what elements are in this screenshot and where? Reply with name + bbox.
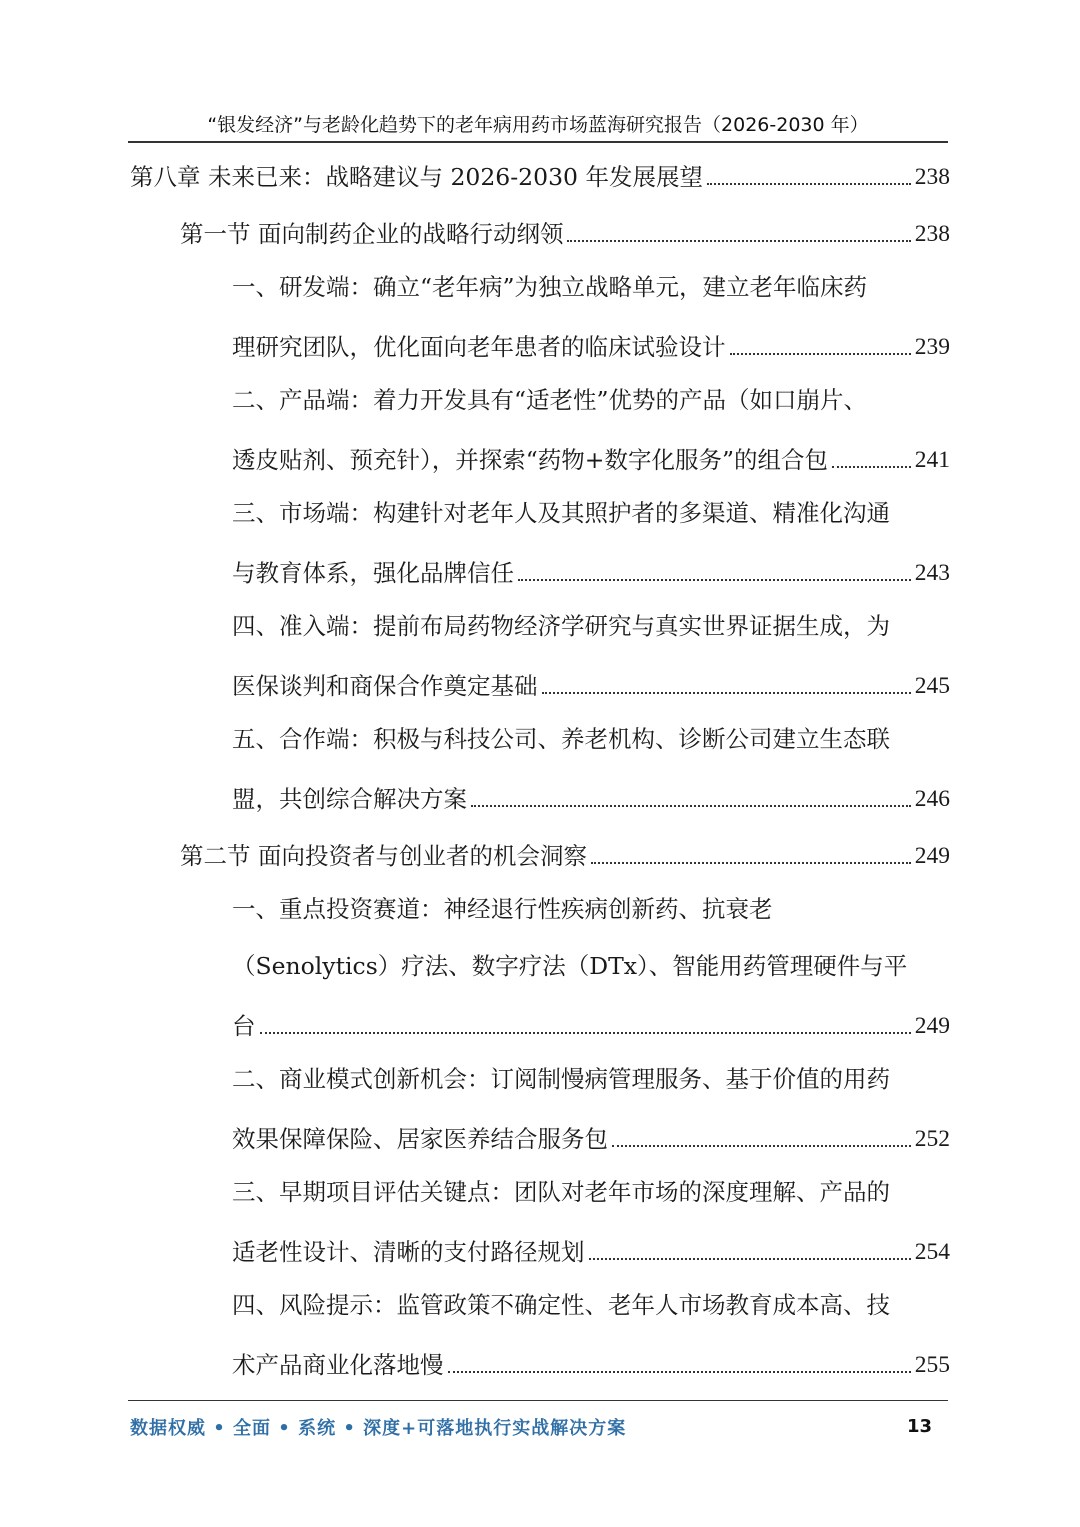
header-rule — [128, 141, 948, 143]
toc-item-line: 四、风险提示：监管政策不确定性、老年人市场教育成本高、技 — [232, 1291, 890, 1319]
leader-dots — [589, 1258, 911, 1260]
toc-item-line: 二、产品端：着力开发具有“适老性”优势的产品（如口崩片、 — [232, 386, 868, 414]
leader-dots — [542, 692, 911, 694]
toc-entry-text: 第二节 面向投资者与创业者的机会洞察 — [180, 842, 587, 870]
page-header-title: “银发经济”与老龄化趋势下的老年病用药市场蓝海研究报告（2026-2030 年） — [207, 114, 869, 136]
toc-page-number: 255 — [914, 1352, 950, 1378]
toc-item-s1-2[interactable] — [232, 435, 950, 475]
toc-page-number: 249 — [914, 1013, 950, 1039]
toc-page-number: 246 — [914, 786, 950, 812]
toc-entry-text: 术产品商业化落地慢 — [232, 1351, 444, 1379]
toc-item-s2-1[interactable] — [232, 1001, 950, 1041]
toc-section-1[interactable] — [180, 209, 950, 249]
toc-item-s2-2[interactable] — [232, 1114, 950, 1154]
leader-dots — [612, 1145, 911, 1147]
toc-item-s1-5[interactable] — [232, 774, 950, 814]
toc-item-line: （Senolytics）疗法、数字疗法（DTx）、智能用药管理硬件与平 — [232, 952, 908, 980]
toc-page-number: 241 — [914, 447, 950, 473]
toc-item-line: 三、早期项目评估关键点：团队对老年市场的深度理解、产品的 — [232, 1178, 890, 1206]
toc-page-number: 254 — [914, 1239, 950, 1265]
toc-entry-text: 盟，共创综合解决方案 — [232, 785, 467, 813]
toc-page-number: 239 — [914, 334, 950, 360]
toc-entry-text: 适老性设计、清晰的支付路径规划 — [232, 1238, 585, 1266]
toc-item-s1-3[interactable] — [232, 548, 950, 588]
footer-rule — [128, 1400, 948, 1401]
leader-dots — [518, 579, 911, 581]
toc-item-line: 二、商业模式创新机会：订阅制慢病管理服务、基于价值的用药 — [232, 1065, 890, 1093]
toc-page-number: 249 — [914, 843, 950, 869]
leader-dots — [448, 1371, 911, 1373]
leader-dots — [707, 183, 911, 185]
toc-page-number: 243 — [914, 560, 950, 586]
leader-dots — [730, 353, 911, 355]
toc-page-number: 238 — [914, 221, 950, 247]
leader-dots — [260, 1032, 911, 1034]
toc-entry-text: 台 — [232, 1012, 256, 1040]
toc-entry-text: 透皮贴剂、预充针），并探索“药物+数字化服务”的组合包 — [232, 446, 828, 474]
toc-section-2[interactable] — [180, 831, 950, 871]
leader-dots — [567, 240, 910, 242]
toc-item-line: 三、市场端：构建针对老年人及其照护者的多渠道、精准化沟通 — [232, 499, 890, 527]
toc-item-line: 一、重点投资赛道：神经退行性疾病创新药、抗衰老 — [232, 895, 773, 923]
toc-item-line: 一、研发端：确立“老年病”为独立战略单元，建立老年临床药 — [232, 273, 868, 301]
leader-dots — [591, 862, 911, 864]
toc-page-number: 252 — [914, 1126, 950, 1152]
toc-page-number: 245 — [914, 673, 950, 699]
footer-slogan: 数据权威 • 全面 • 系统 • 深度+可落地执行实战解决方案 — [130, 1418, 627, 1439]
toc-item-line: 五、合作端：积极与科技公司、养老机构、诊断公司建立生态联 — [232, 725, 890, 753]
toc-entry-text: 与教育体系，强化品牌信任 — [232, 559, 514, 587]
leader-dots — [832, 466, 911, 468]
toc-entry-text: 理研究团队，优化面向老年患者的临床试验设计 — [232, 333, 726, 361]
toc-item-s1-4[interactable] — [232, 661, 950, 701]
toc-item-s2-4[interactable] — [232, 1340, 950, 1380]
toc-item-line: 四、准入端：提前布局药物经济学研究与真实世界证据生成，为 — [232, 612, 890, 640]
toc-page-number: 238 — [914, 164, 950, 190]
toc-item-s1-1[interactable] — [232, 322, 950, 362]
toc-entry-text: 效果保障保险、居家医养结合服务包 — [232, 1125, 608, 1153]
toc-item-s2-3[interactable] — [232, 1227, 950, 1267]
footer-page-number: 13 — [906, 1416, 932, 1437]
toc-entry-text: 医保谈判和商保合作奠定基础 — [232, 672, 538, 700]
toc-entry-text: 第一节 面向制药企业的战略行动纲领 — [180, 220, 564, 248]
toc-entry-text: 第八章 未来已来：战略建议与 2026-2030 年发展展望 — [130, 163, 703, 191]
leader-dots — [471, 805, 911, 807]
toc-chapter-8[interactable] — [130, 152, 950, 192]
